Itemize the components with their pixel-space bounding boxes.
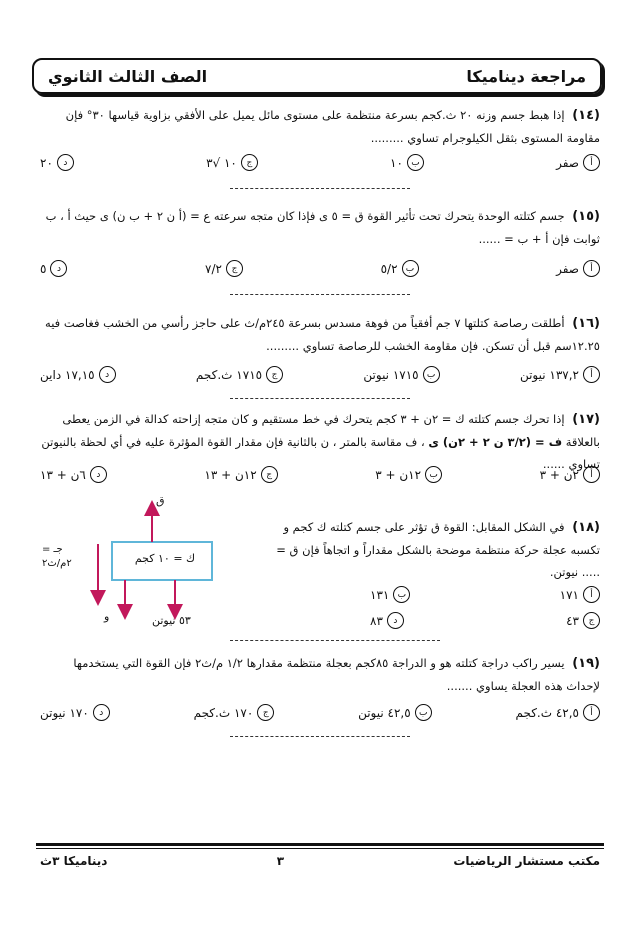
separator <box>230 398 410 399</box>
footer-booklet-code: ديناميكا ٣ث <box>40 854 108 868</box>
option-letter: ج <box>241 154 258 171</box>
question-18 <box>265 516 600 583</box>
option-d[interactable] <box>40 466 107 483</box>
option-letter: ب <box>415 704 432 721</box>
option-text: صفر <box>556 261 579 276</box>
option-letter: ج <box>226 260 243 277</box>
option-b[interactable] <box>390 154 424 171</box>
separator <box>230 736 410 737</box>
separator <box>230 294 410 295</box>
option-text: ١٣١ <box>370 587 390 602</box>
option-b[interactable] <box>370 586 410 603</box>
option-c[interactable] <box>196 366 283 383</box>
option-c[interactable] <box>566 612 600 629</box>
option-text: ٤٢,٥ نيوتن <box>358 705 411 720</box>
option-letter: أ <box>583 154 600 171</box>
force-bottom-label: ٥٣ نيوتن <box>152 614 191 627</box>
question-text-a: إذا تحرك جسم كتلته ك = ٢ن + ٣ كجم يتحرك في خط مستقيم و كان متجه إزاحته كدالة في الزمن يعطى بالعلاقة <box>62 412 600 449</box>
option-letter: د <box>90 466 107 483</box>
footer-rule-thin <box>36 848 604 849</box>
footer-office-name: مكتب مستشار الرياضيات <box>453 854 600 868</box>
option-d[interactable] <box>40 366 116 383</box>
option-text: ١٠ <box>390 155 403 170</box>
question-text: يسير راكب دراجة كتلته هو و الدراجة ٨٥كجم بعجلة منتظمة مقدارها ١/٢ م/ث٢ فإن القوة التي يستخدمها لإحداث هذه العجلة يساوي ....... <box>73 656 600 693</box>
question-text: إذا هبط جسم وزنه ٢٠ ث.كجم بسرعة منتظمة على مستوى مائل يميل على الأفقي بزاوية قياسها ٣٠° فإن مقاومة المستوى بثقل الكيلوجرام تساوي ......... <box>65 108 600 145</box>
option-text: ١٧١ <box>559 587 579 602</box>
option-text: ١٢ن + ٣ <box>375 467 422 482</box>
question-number: (١٤) <box>572 108 600 123</box>
question-text: أطلقت رصاصة كتلتها ٧ جم أفقياً من فوهة مسدس بسرعة ٢٤٥م/ث على حاجز رأسي من الخشب فغاصت فيه ١٢.٢٥سم قبل أن تسكن. فإن مقاومة الخشب للرصاصة تساوي ......... <box>45 316 600 353</box>
header-subject-title: مراجعة ديناميكا <box>466 66 586 86</box>
question-text: في الشكل المقابل: القوة ق تؤثر على جسم كتلته ك كجم و تكسبه عجلة حركة منتظمة موضحة بالشكل مقداراً و اتجاهاً فإن ق = ..... نيوتن. <box>276 520 600 579</box>
option-text: ٢٠ <box>40 155 53 170</box>
option-b[interactable] <box>381 260 419 277</box>
option-text: ٧/٢ <box>205 261 222 276</box>
option-text: ٤٢,٥ ث.كجم <box>515 705 579 720</box>
force-top-label: ق <box>156 494 165 507</box>
separator <box>230 640 440 641</box>
option-a[interactable] <box>540 466 600 483</box>
page-footer <box>40 854 600 868</box>
option-text: ٦ن + ١٣ <box>40 467 86 482</box>
force-diagram-svg <box>40 500 240 640</box>
option-letter: د <box>387 612 404 629</box>
option-b[interactable] <box>358 704 432 721</box>
weight-label: و <box>104 610 110 623</box>
option-text: ٥ <box>40 261 47 276</box>
displacement-formula: ف = (٣/٢ ن ٢ + ٢ن) ى <box>428 435 563 449</box>
question-number: (١٧) <box>572 412 600 427</box>
option-b[interactable] <box>375 466 442 483</box>
question-number: (١٦) <box>572 316 600 331</box>
options-18-row1 <box>370 586 600 603</box>
question-15 <box>40 205 600 250</box>
options-17 <box>40 466 600 483</box>
separator <box>230 188 410 189</box>
option-a[interactable] <box>556 260 600 277</box>
option-letter: أ <box>583 466 600 483</box>
options-18-row2 <box>370 612 600 629</box>
option-d[interactable] <box>40 260 67 277</box>
option-letter: ب <box>425 466 442 483</box>
option-text: ١٣٧,٢ نيوتن <box>519 367 579 382</box>
option-c[interactable] <box>206 154 258 171</box>
option-letter: ج <box>583 612 600 629</box>
question-number: (١٩) <box>572 656 600 671</box>
option-b[interactable] <box>363 366 439 383</box>
option-text: ١٧١٥ نيوتن <box>363 367 419 382</box>
option-text: ١٧٠ ث.كجم <box>193 705 254 720</box>
question-text: جسم كتلته الوحدة يتحرك تحت تأثير القوة ق = ٥ ى فإذا كان متجه سرعته ع = (أ ن ٢ + ب ن) ى حيث أ ، ب ثوابت فإن أ + ب = ...... <box>45 209 600 246</box>
question-17 <box>40 408 600 475</box>
options-14 <box>40 154 600 171</box>
page-header <box>32 58 602 94</box>
option-d[interactable] <box>370 612 404 629</box>
option-c[interactable] <box>204 466 277 483</box>
option-letter: أ <box>583 586 600 603</box>
mass-label: ك = ١٠ كجم <box>134 552 196 565</box>
question-14 <box>40 104 600 149</box>
option-letter: ج <box>261 466 278 483</box>
options-15 <box>40 260 600 277</box>
option-text: صفر <box>556 155 579 170</box>
option-d[interactable] <box>40 154 74 171</box>
question-text-b: ، ف مقاسة بالمتر ، ن بالثانية فإن مقدار القوة المؤثرة عليه في أي لحظة بالنيوتن تساوي ...... <box>41 435 600 471</box>
question-16 <box>40 312 600 357</box>
option-letter: ب <box>407 154 424 171</box>
option-text: ١٧١٥ ث.كجم <box>195 367 263 382</box>
question-number: (١٨) <box>572 520 600 535</box>
question-19 <box>40 652 600 697</box>
option-a[interactable] <box>560 586 600 603</box>
footer-rule-thick <box>36 843 604 846</box>
option-a[interactable] <box>520 366 600 383</box>
option-letter: أ <box>583 260 600 277</box>
option-letter: ب <box>402 260 419 277</box>
option-text: ١٧٠ نيوتن <box>40 705 89 720</box>
option-a[interactable] <box>515 704 600 721</box>
acceleration-label-2: ٢م/ث٢ <box>42 558 72 569</box>
option-letter: أ <box>583 366 600 383</box>
option-d[interactable] <box>40 704 110 721</box>
acceleration-label-1: جـ = <box>42 544 63 555</box>
option-letter: ب <box>393 586 410 603</box>
option-text: ٢ن + ٣ <box>539 467 579 482</box>
option-letter: د <box>57 154 74 171</box>
question-number: (١٥) <box>572 209 600 224</box>
option-letter: ج <box>266 366 283 383</box>
option-text: ٥/٢ <box>380 261 398 276</box>
option-letter: ب <box>423 366 440 383</box>
force-diagram <box>40 494 240 640</box>
option-text: ١٧,١٥ داين <box>40 367 95 382</box>
option-text: ٨٣ <box>370 613 383 628</box>
options-19 <box>40 704 600 721</box>
option-text: ١٠ √٣ <box>206 155 237 170</box>
option-letter: أ <box>583 704 600 721</box>
option-letter: د <box>99 366 116 383</box>
header-grade-title: الصف الثالث الثانوي <box>48 66 208 86</box>
option-letter: ج <box>257 704 274 721</box>
options-16 <box>40 366 600 383</box>
option-letter: د <box>50 260 67 277</box>
option-text: ١٢ن + ١٣ <box>204 467 257 482</box>
option-text: ٤٣ <box>566 613 579 628</box>
option-c[interactable] <box>194 704 275 721</box>
option-c[interactable] <box>205 260 243 277</box>
option-a[interactable] <box>556 154 600 171</box>
option-letter: د <box>93 704 110 721</box>
page-number: ٣ <box>276 854 285 868</box>
